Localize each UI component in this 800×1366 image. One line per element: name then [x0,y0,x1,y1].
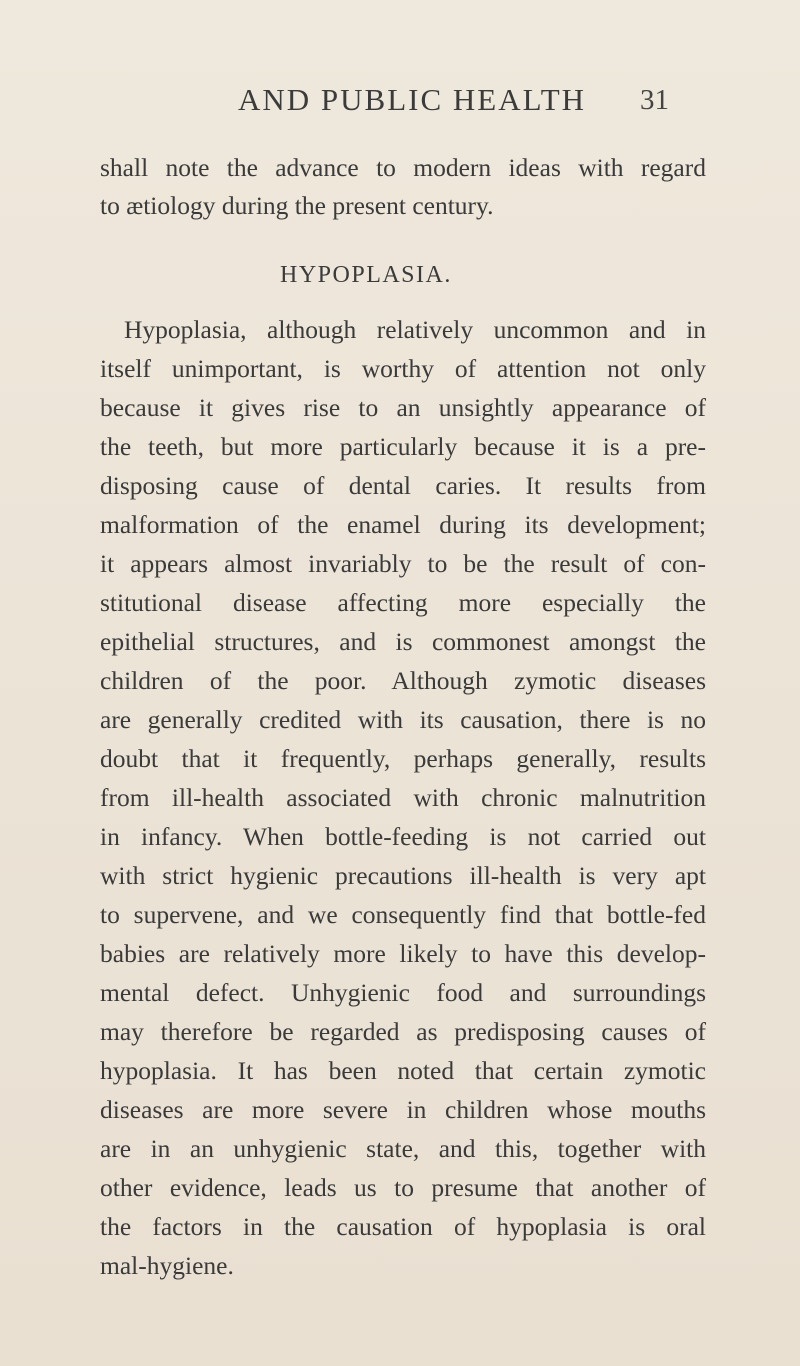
paragraph-line: mal-hygiene. [100,1251,234,1280]
running-title: AND PUBLIC HEALTH [238,82,587,117]
paragraph-line: children of the poor. Although zymotic diseases [100,666,706,695]
paragraph-line: from ill-health associated with chronic malnutrition [100,783,706,812]
paragraph-line: stitutional disease affecting more especially the [100,588,706,617]
paragraph-line: with strict hygienic precautions ill-health is very apt [100,861,706,890]
paragraph-line: itself unimportant, is worthy of attention not only [100,354,706,383]
paragraph-line: disposing cause of dental caries. It results from [100,471,706,500]
paragraph-line: diseases are more severe in children whose mouths [100,1095,706,1124]
paragraph-line: to supervene, and we consequently find that bottle-fed [100,900,706,929]
paragraph-line: mental defect. Unhygienic food and surroundings [100,978,706,1007]
paragraph-line: the teeth, but more particularly because it is a pre- [100,432,706,461]
paragraph-line: Hypoplasia, although relatively uncommon and in [124,315,706,344]
intro-line: to ætiology during the present century. [100,191,494,220]
section-heading: HYPOPLASIA. [280,262,452,288]
intro-line: shall note the advance to modern ideas with regard [100,153,706,182]
paragraph-line: doubt that it frequently, perhaps generally, results [100,744,706,773]
paragraph-line: are in an unhygienic state, and this, together with [100,1134,706,1163]
paragraph-line: the factors in the causation of hypoplasia is oral [100,1212,706,1241]
paragraph-line: because it gives rise to an unsightly appearance of [100,393,706,422]
paragraph-line: other evidence, leads us to presume that another of [100,1173,706,1202]
paragraph-line: it appears almost invariably to be the result of con- [100,549,706,578]
paragraph-line: in infancy. When bottle-feeding is not carried out [100,822,706,851]
paragraph-line: babies are relatively more likely to have this develop- [100,939,706,968]
paragraph-line: malformation of the enamel during its development; [100,510,706,539]
paragraph-line: may therefore be regarded as predisposing causes of [100,1017,706,1046]
page-number: 31 [640,84,669,116]
paragraph-line: hypoplasia. It has been noted that certain zymotic [100,1056,706,1085]
paragraph-line: epithelial structures, and is commonest amongst the [100,627,706,656]
paragraph-line: are generally credited with its causation, there is no [100,705,706,734]
